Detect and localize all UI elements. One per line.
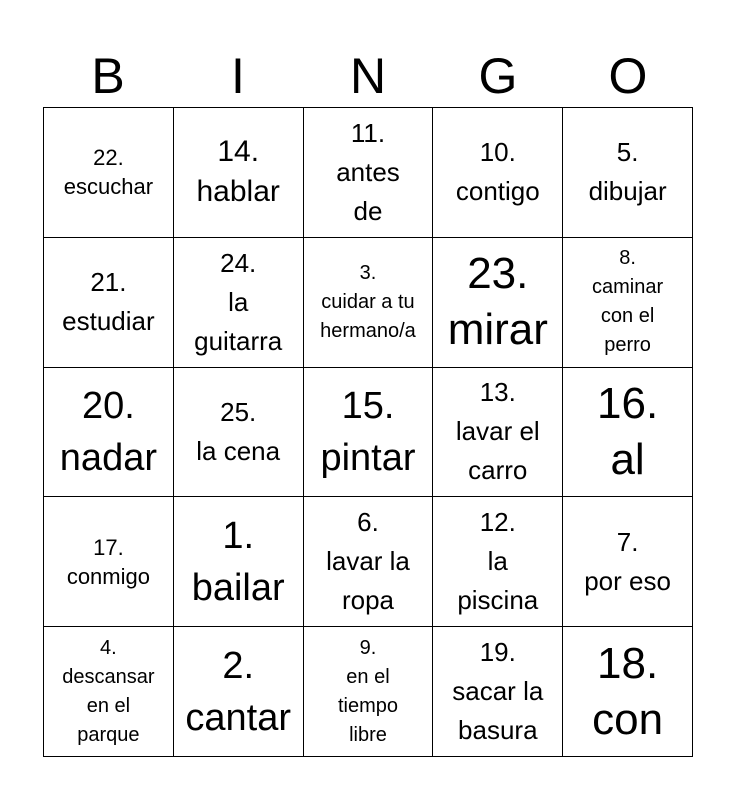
bingo-cell[interactable]: 22. escuchar	[44, 108, 174, 238]
bingo-cell[interactable]: 1. bailar	[174, 497, 304, 627]
bingo-cell[interactable]: 21. estudiar	[44, 238, 174, 368]
header-letter-o: O	[608, 48, 648, 104]
bingo-cell[interactable]: 11. antes de	[304, 108, 434, 238]
bingo-cell[interactable]: 17. conmigo	[44, 497, 174, 627]
bingo-cell[interactable]: 15. pintar	[304, 368, 434, 498]
bingo-cell[interactable]: 2. cantar	[174, 627, 304, 757]
bingo-cell[interactable]: 6. lavar la ropa	[304, 497, 434, 627]
bingo-cell[interactable]: 20. nadar	[44, 368, 174, 498]
bingo-cell[interactable]: 23. mirar	[433, 238, 563, 368]
header-letter-n: N	[349, 48, 387, 104]
bingo-cell[interactable]: 13. lavar el carro	[433, 368, 563, 498]
bingo-cell[interactable]: 19. sacar la basura	[433, 627, 563, 757]
bingo-cell[interactable]: 4. descansar en el parque	[44, 627, 174, 757]
bingo-cell[interactable]: 12. la piscina	[433, 497, 563, 627]
bingo-cell[interactable]: 8. caminar con el perro	[563, 238, 693, 368]
bingo-cell[interactable]: 14. hablar	[174, 108, 304, 238]
header-letter-i: I	[231, 48, 245, 104]
bingo-cell[interactable]: 16. al	[563, 368, 693, 498]
bingo-cell[interactable]: 24. la guitarra	[174, 238, 304, 368]
bingo-cell[interactable]: 18. con	[563, 627, 693, 757]
header-letter-g: G	[478, 48, 518, 104]
bingo-cell[interactable]: 3. cuidar a tu hermano/a	[304, 238, 434, 368]
bingo-cell[interactable]: 25. la cena	[174, 368, 304, 498]
bingo-cell[interactable]: 5. dibujar	[563, 108, 693, 238]
header-letter-b: B	[91, 48, 125, 104]
bingo-cell[interactable]: 10. contigo	[433, 108, 563, 238]
bingo-cell[interactable]: 7. por eso	[563, 497, 693, 627]
bingo-cell[interactable]: 9. en el tiempo libre	[304, 627, 434, 757]
bingo-header	[43, 46, 693, 106]
bingo-board	[43, 107, 693, 757]
